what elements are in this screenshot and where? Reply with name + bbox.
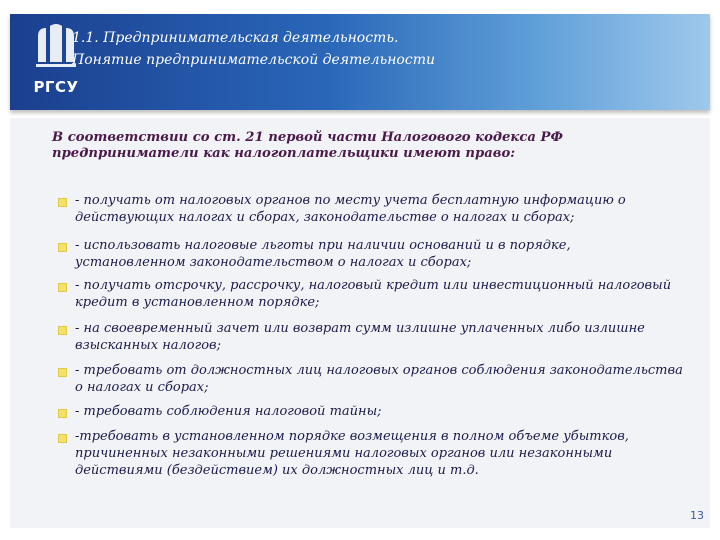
page-number: 13 xyxy=(690,509,704,522)
list-bullet xyxy=(58,198,67,207)
list-item: - получать отсрочку, рассрочку, налоговый кредит или инвестиционный налоговый кредит в установленном порядке; xyxy=(75,278,672,310)
slide-title-line1: 1.1. Предпринимательская деятельность. xyxy=(72,30,399,46)
list-item: - использовать налоговые льготы при наличии оснований и в порядке, установленном законодательством о налогах и сборах; xyxy=(75,238,571,270)
list-item: - получать от налоговых органов по месту учета бесплатную информацию о действующих налогах и сборах, законодательстве о налогах и сборах; xyxy=(75,193,626,225)
list-item: - требовать от должностных лиц налоговых органов соблюдения законодательства о налогах и сборах; xyxy=(75,363,683,395)
slide-title-line2: Понятие предпринимательской деятельности xyxy=(72,52,435,68)
intro-paragraph: В соответствии со ст. 21 первой части Налогового кодекса РФ предприниматели как налогоплательщики имеют право: xyxy=(52,130,563,161)
list-bullet xyxy=(58,243,67,252)
list-item: - на своевременный зачет или возврат сумм излишне уплаченных либо излишне взысканных налогов; xyxy=(75,321,645,353)
list-bullet xyxy=(58,326,67,335)
list-item: -требовать в установленном порядке возмещения в полном объеме убытков, причиненных незаконными решениями налоговых органов или незаконными действиями (бездействием) их должностных лиц и т.д. xyxy=(75,429,629,478)
logo-text: РГСУ xyxy=(33,78,79,96)
list-bullet xyxy=(58,409,67,418)
list-bullet xyxy=(58,434,67,443)
list-bullet xyxy=(58,368,67,377)
list-item: - требовать соблюдения налоговой тайны; xyxy=(75,404,382,419)
list-bullet xyxy=(58,283,67,292)
